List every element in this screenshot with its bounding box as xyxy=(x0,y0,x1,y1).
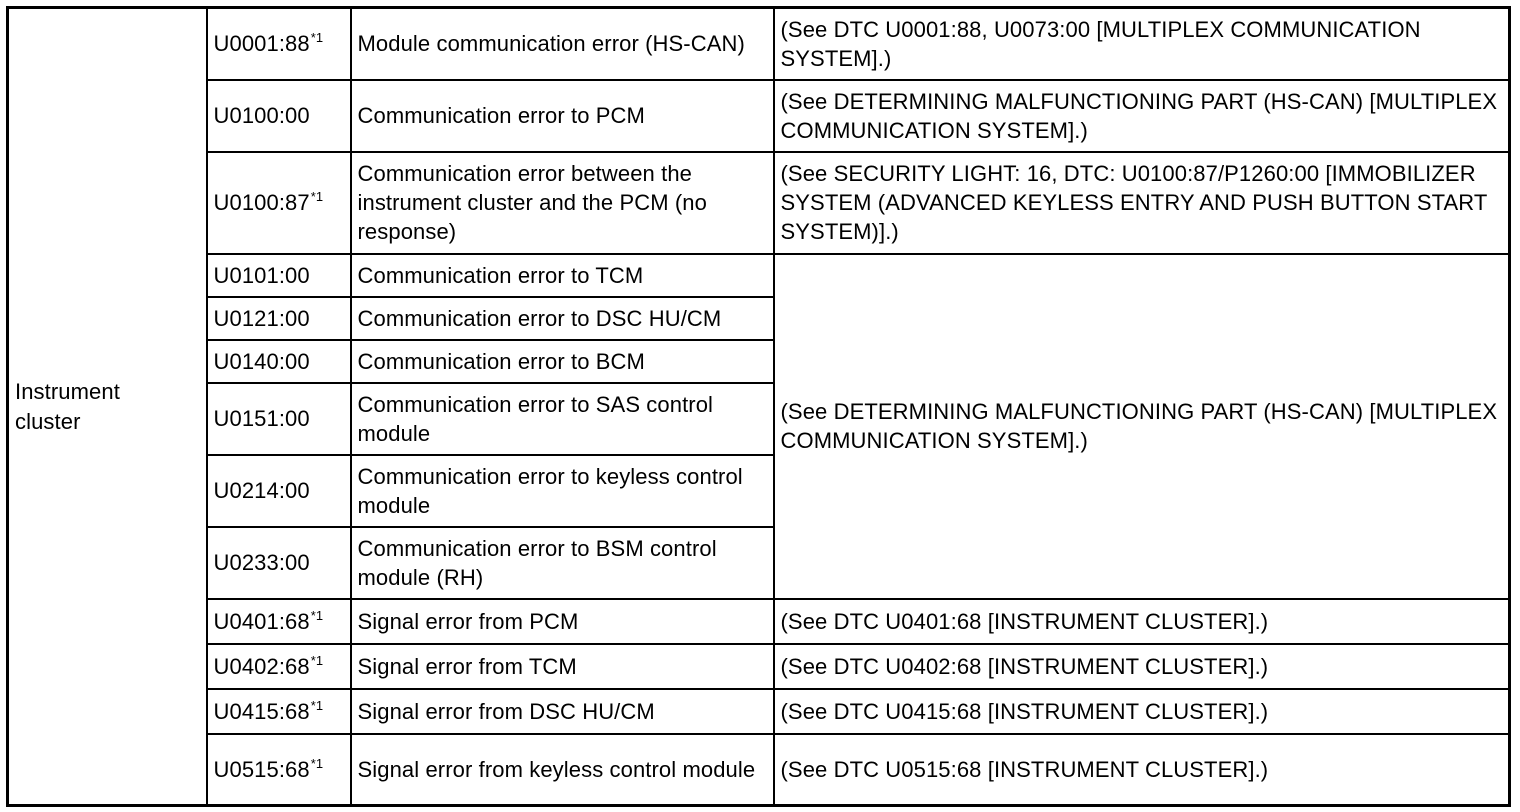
action-cell: (See SECURITY LIGHT: 16, DTC: U0100:87/P1260:00 [IMMOBILIZER SYSTEM (ADVANCED KEYLESS ENTRY AND PUSH BUTTON START SYSTEM)].) xyxy=(774,152,1510,254)
description-cell: Communication error to DSC HU/CM xyxy=(351,297,774,340)
dtc-code: U0100:87 xyxy=(213,190,310,215)
action-cell: (See DETERMINING MALFUNCTIONING PART (HS-CAN) [MULTIPLEX COMMUNICATION SYSTEM].) xyxy=(774,80,1510,152)
dtc-code-cell xyxy=(207,527,351,599)
dtc-table xyxy=(6,6,1511,807)
description-cell: Communication error between the instrument cluster and the PCM (no response) xyxy=(351,152,774,254)
footnote-mark: *1 xyxy=(310,30,324,46)
dtc-code-cell xyxy=(207,8,351,80)
description-cell: Signal error from PCM xyxy=(351,599,774,644)
dtc-code-cell xyxy=(207,152,351,254)
dtc-code-cell xyxy=(207,599,351,644)
module-name-cell xyxy=(8,8,207,806)
dtc-code-cell xyxy=(207,644,351,689)
dtc-code: U0233:00 xyxy=(213,550,310,575)
table-row xyxy=(8,689,1510,734)
dtc-code-cell xyxy=(207,455,351,527)
description-cell: Signal error from keyless control module xyxy=(351,734,774,806)
footnote-mark: *1 xyxy=(310,189,324,204)
dtc-code: U0001:88 xyxy=(213,31,310,57)
action-cell: (See DTC U0415:68 [INSTRUMENT CLUSTER].) xyxy=(774,689,1510,734)
footnote-mark: *1 xyxy=(310,697,324,713)
table-row xyxy=(8,734,1510,806)
action-cell-merged: (See DETERMINING MALFUNCTIONING PART (HS-CAN) [MULTIPLEX COMMUNICATION SYSTEM].) xyxy=(774,254,1510,599)
description-cell: Communication error to SAS control module xyxy=(351,383,774,455)
description-cell: Communication error to PCM xyxy=(351,80,774,152)
dtc-code-cell xyxy=(207,297,351,340)
description-cell: Signal error from TCM xyxy=(351,644,774,689)
action-cell: (See DTC U0515:68 [INSTRUMENT CLUSTER].) xyxy=(774,734,1510,806)
table-row xyxy=(8,254,1510,297)
dtc-code: U0415:68 xyxy=(213,698,310,724)
description-cell: Communication error to keyless control module xyxy=(351,455,774,527)
description-cell: Communication error to BCM xyxy=(351,340,774,383)
module-name: Instrument cluster xyxy=(15,378,120,434)
description-cell: Communication error to TCM xyxy=(351,254,774,297)
dtc-code: U0214:00 xyxy=(213,478,310,503)
dtc-code-cell xyxy=(207,734,351,806)
dtc-code: U0401:68 xyxy=(213,608,310,634)
dtc-code: U0101:00 xyxy=(213,262,310,288)
footnote-mark: *1 xyxy=(310,652,324,668)
footnote-mark: *1 xyxy=(310,755,324,771)
table-row xyxy=(8,80,1510,152)
dtc-code: U0100:00 xyxy=(213,103,310,128)
dtc-code: U0140:00 xyxy=(213,348,310,374)
dtc-code: U0515:68 xyxy=(213,756,310,782)
dtc-code-cell xyxy=(207,383,351,455)
dtc-code: U0121:00 xyxy=(213,305,310,331)
table-row xyxy=(8,8,1510,80)
table-row xyxy=(8,599,1510,644)
dtc-code: U0402:68 xyxy=(213,653,310,679)
dtc-code-cell xyxy=(207,689,351,734)
footnote-mark: *1 xyxy=(310,607,324,623)
dtc-code-cell xyxy=(207,340,351,383)
action-cell: (See DTC U0001:88, U0073:00 [MULTIPLEX COMMUNICATION SYSTEM].) xyxy=(774,8,1510,80)
description-cell: Communication error to BSM control module (RH) xyxy=(351,527,774,599)
description-cell: Signal error from DSC HU/CM xyxy=(351,689,774,734)
dtc-code: U0151:00 xyxy=(213,406,310,431)
dtc-code-cell xyxy=(207,80,351,152)
table-row xyxy=(8,644,1510,689)
action-cell: (See DTC U0401:68 [INSTRUMENT CLUSTER].) xyxy=(774,599,1510,644)
table-row xyxy=(8,152,1510,254)
action-cell: (See DTC U0402:68 [INSTRUMENT CLUSTER].) xyxy=(774,644,1510,689)
dtc-code-cell xyxy=(207,254,351,297)
description-cell: Module communication error (HS-CAN) xyxy=(351,8,774,80)
